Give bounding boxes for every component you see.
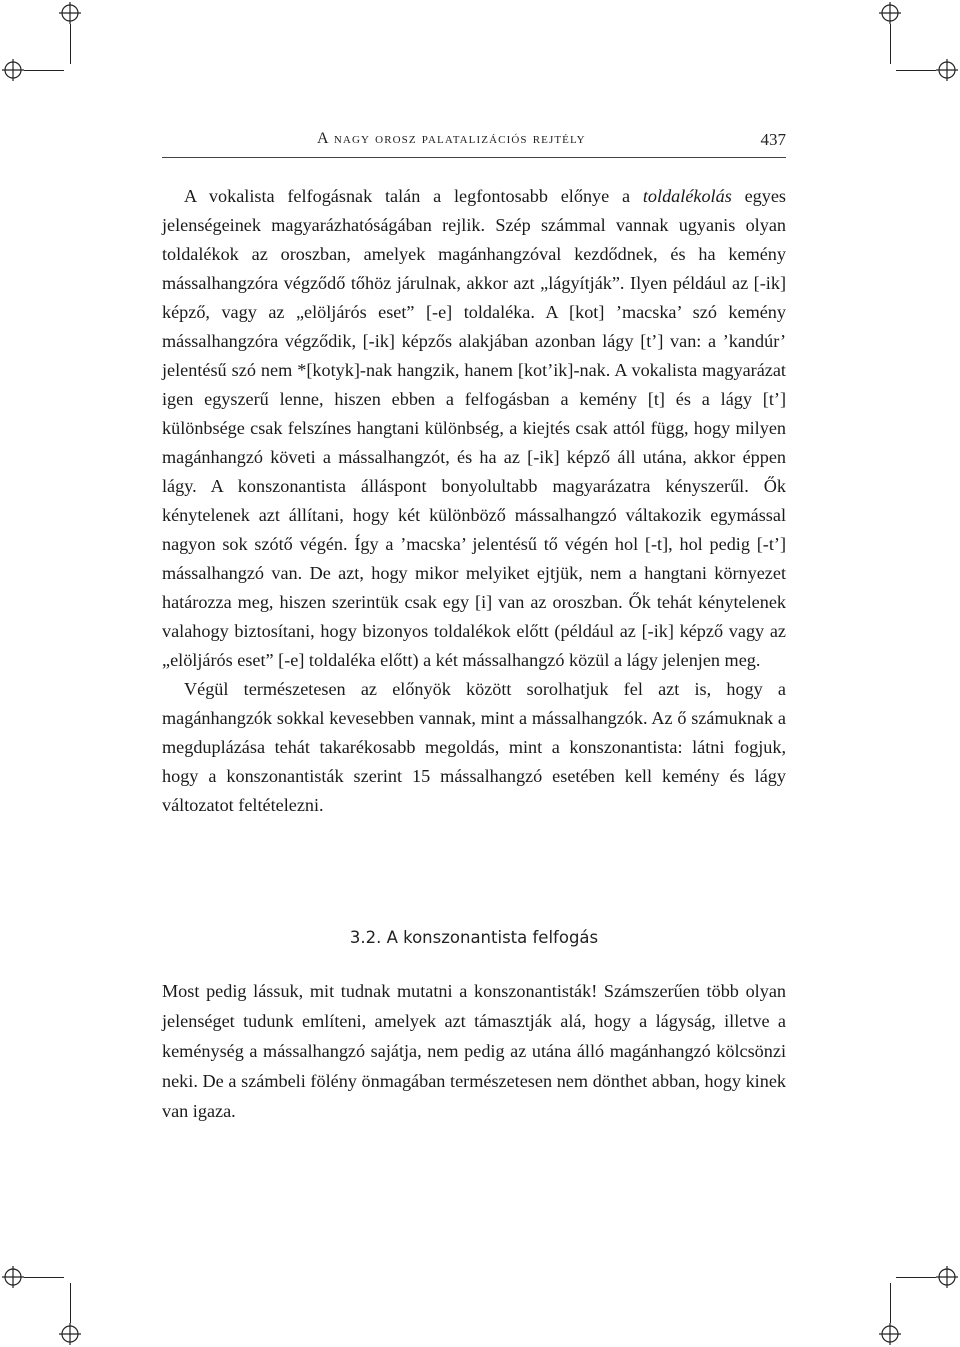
- paragraph: Most pedig lássuk, mit tudnak mutatni a konszonantisták! Számszerűen több olyan jelenséget tudunk említeni, amelyek azt támasztják alá, hogy a lágyság, illetve a keménység a mássalhangzó sajátja, nem pedig az utána álló magánhangzó kölcsönzi neki. De a számbeli fölény önmagában természetesen nem dönthet abban, hogy kinek van igaza.: [162, 981, 786, 1121]
- registration-mark-icon: [936, 1266, 958, 1288]
- registration-mark-icon: [879, 2, 901, 24]
- paragraph: [162, 182, 786, 675]
- registration-mark-icon: [2, 59, 24, 81]
- paragraph: Végül természetesen az előnyök között sorolhatjuk fel azt is, hogy a magánhangzók sokkal kevesebben vannak, mint a mássalhangzók. Az ő számuknak a megduplázása tehát takarékosabb megoldás, mint a konszonantista: látni fogjuk, hogy a konszonantisták szerint 15 mássalhangzó esetében kell kemény és lágy változatot feltételezni.: [162, 679, 786, 815]
- crop-mark: [896, 1277, 936, 1278]
- registration-mark-icon: [879, 1323, 901, 1345]
- crop-mark: [890, 24, 891, 64]
- body-text: [162, 182, 786, 820]
- page-number: 437: [760, 130, 786, 149]
- registration-mark-icon: [936, 59, 958, 81]
- crop-mark: [70, 1283, 71, 1323]
- section-heading: 3.2. A konszonantista felfogás: [349, 928, 599, 947]
- emphasized-term: toldalékolás: [642, 186, 732, 206]
- registration-mark-icon: [59, 1323, 81, 1345]
- crop-mark: [896, 70, 936, 71]
- registration-mark-icon: [59, 2, 81, 24]
- registration-mark-icon: [2, 1266, 24, 1288]
- section-text: [162, 976, 786, 1126]
- crop-mark: [24, 70, 64, 71]
- paragraph-text: egyes jelenségeinek magyarázhatóságában rejlik. Szép számmal vannak ugyanis olyan toldalékok az oroszban, amelyek magánhangzóval kezdődnek, és ha kemény mássalhangzóra végződő tőhöz járulnak, akkor azt „lágyítják”. Ilyen például az [-ik] képző, vagy az „elöljárós eset” [-e] toldaléka. A [kot] ’macska’ szó kemény mássalhangzóra végződik, [-ik] képzős alakjában azonban lágy [t’] van: a ’kandúr’ jelentésű szó nem *[kotyk]-nak hangzik, hanem [kot’ik]-nak. A vokalista magyarázat igen egyszerű lenne, hiszen ebben a felfogásban a kemény [t] és a lágy [t’] különbsége csak felszínes hangtani különbség, a kiejtés csak attól függ, hogy milyen magánhangzó követi a mássalhangzót, és ha az [-ik] képző áll utána, akkor éppen lágy. A konszonantista álláspont bonyolultabb magyarázatra kényszerűl. Ők kénytelenek azt állítani, hogy két különböző mássalhangzó váltakozik egymással nagyon sok szótő végén. Így a ’macska’ jelentésű tő végén hol [-t], hol pedig [-t’] mássalhangzó van. De azt, hogy mikor melyiket ejtjük, nem a hangtani környezet határozza meg, hiszen szerintük csak egy [i] van az oroszban. Ők tehát kénytelenek valahogy biztosítani, hogy bizonyos toldalékok előtt (például az [-ik] képző vagy az „elöljárós eset” [-e] toldaléka előtt) a két mássalhangzó közül a lágy jelenjen meg.: [162, 186, 786, 670]
- crop-mark: [24, 1277, 64, 1278]
- paragraph-text: A vokalista felfogásnak talán a legfontosabb előnye a: [184, 186, 643, 206]
- running-head-title: A nagy orosz palatalizációs rejtély: [317, 130, 586, 147]
- crop-mark: [890, 1283, 891, 1323]
- crop-mark: [70, 24, 71, 64]
- running-head: [162, 128, 786, 158]
